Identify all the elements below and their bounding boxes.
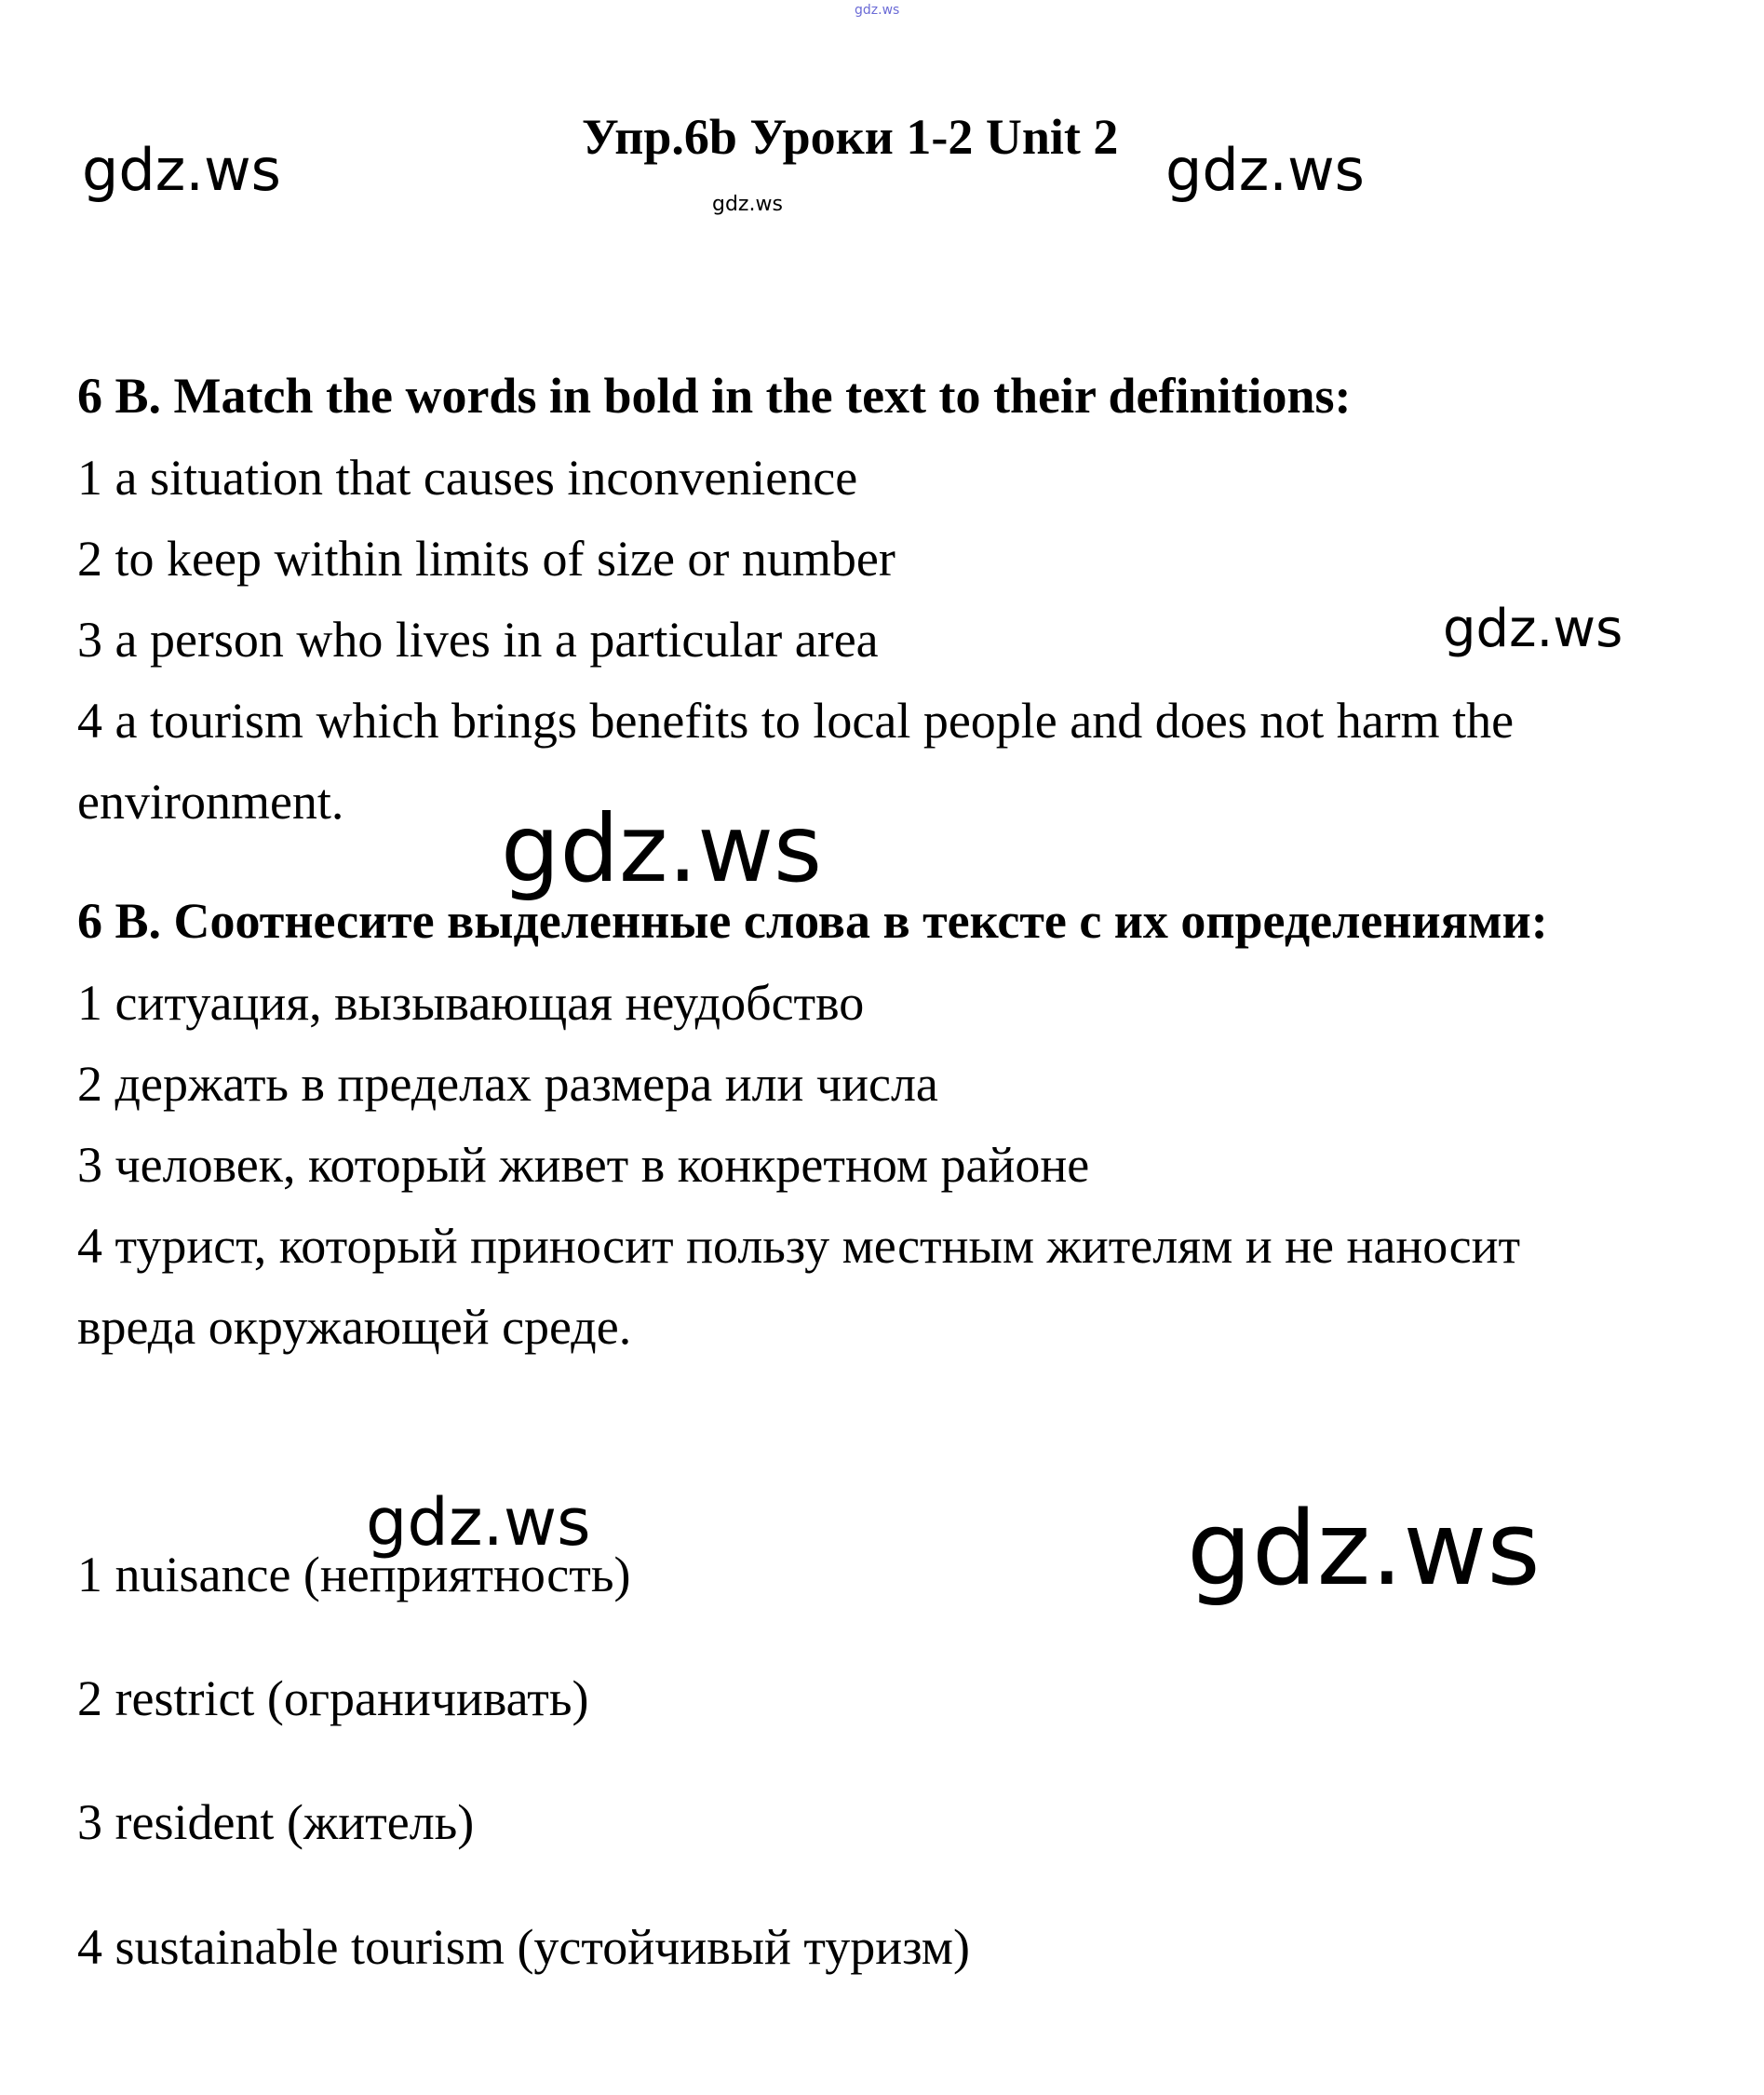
watermark-right-header: gdz.ws <box>1165 136 1365 204</box>
watermark-top: gdz.ws <box>855 3 900 18</box>
task-en-item: 3 a person who lives in a particular area <box>77 612 879 668</box>
task-ru-item: 4 турист, который приносит пользу местным жителям и не наносит <box>77 1218 1521 1274</box>
watermark-small-header: gdz.ws <box>712 193 783 216</box>
task-en-item: 4 a tourism which brings benefits to local people and does not harm the <box>77 693 1515 749</box>
task-ru-heading: 6 B. Соотнесите выделенные слова в тексте с их определениями: <box>77 893 1548 949</box>
task-en-heading: 6 B. Match the words in bold in the text to their definitions: <box>77 368 1352 424</box>
watermark-center: gdz.ws <box>501 794 823 903</box>
page-title: Упр.6b Уроки 1-2 Unit 2 <box>582 109 1119 165</box>
watermark-right-mid: gdz.ws <box>1443 599 1623 659</box>
answer-item: 3 resident (житель) <box>77 1794 475 1850</box>
watermark-bottom-left: gdz.ws <box>366 1484 591 1561</box>
answer-item: 4 sustainable tourism (устойчивый туризм) <box>77 1919 970 1975</box>
task-ru-item: 1 ситуация, вызывающая неудобство <box>77 975 865 1031</box>
task-en-item-continuation: environment. <box>77 774 344 830</box>
task-ru-item: 2 держать в пределах размера или числа <box>77 1056 938 1112</box>
answer-item: 1 nuisance (неприятность) <box>77 1547 631 1602</box>
task-en-item: 2 to keep within limits of size or number <box>77 531 895 587</box>
watermark-bottom-right: gdz.ws <box>1187 1489 1541 1608</box>
watermark-left-header: gdz.ws <box>82 136 281 204</box>
answer-item: 2 restrict (ограничивать) <box>77 1670 589 1726</box>
task-en-item: 1 a situation that causes inconvenience <box>77 450 858 506</box>
task-ru-item-continuation: вреда окружающей среде. <box>77 1299 632 1355</box>
task-ru-item: 3 человек, который живет в конкретном районе <box>77 1137 1090 1193</box>
